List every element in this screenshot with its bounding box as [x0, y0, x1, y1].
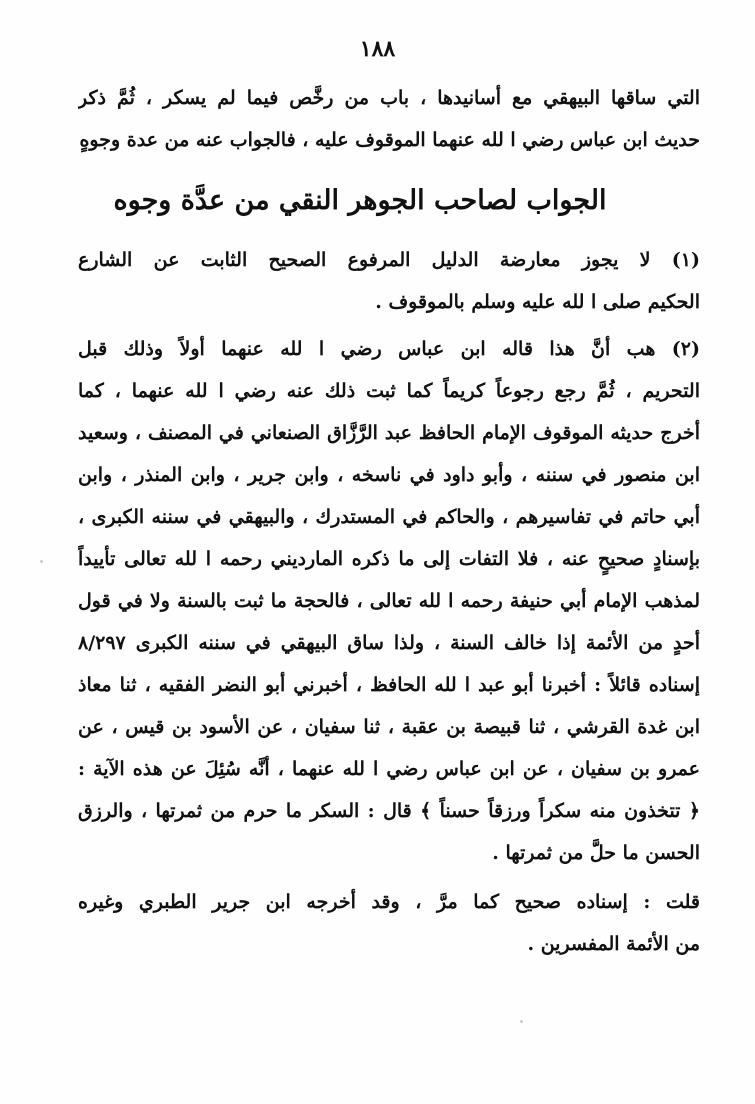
paragraph-1 — [78, 239, 700, 323]
text-line: الحسن ما حلَّ من ثمرتها . — [492, 842, 700, 864]
text-line: (١) لا يجوز معارضة الدليل المرفوع الصحيح الثابت عن الشارع — [78, 249, 700, 271]
paragraph-2 — [78, 328, 700, 874]
text-line: ابن غدة القرشي ، ثنا قبيصة بن عقبة ، ثنا سفيان ، عن الأسود بن قيس ، عن — [78, 716, 700, 738]
text-line: أحدٍ من الأئمة إذا خالف السنة ، ولذا ساق البيهقي في سننه الكبرى ٨/٢٩٧ — [78, 632, 700, 654]
text-line: لمذهب الإمام أبي حنيفة رحمه ا لله تعالى ، فالحجة ما ثبت بالسنة ولا في قول — [78, 590, 700, 612]
section-heading: الجواب لصاحب الجوهر النقي من عدَّة وجوه — [113, 185, 607, 216]
text-line: أبي حاتم في تفاسيرهم ، والحاكم في المستدرك ، والبيهقي في سننه الكبرى ، — [78, 506, 700, 528]
scan-speck — [520, 1020, 523, 1023]
scan-speck — [40, 560, 43, 563]
text-line: (٢) هب أنَّ هذا قاله ابن عباس رضي ا لله عنهما أولاً وذلك قبل — [78, 338, 700, 360]
text-line: التحريم ، ثُمَّ رجع رجوعاً كريماً كما ثبت ذلك عنه رضي ا لله عنهما ، كما — [78, 380, 700, 402]
text-line: الحكيم صلى ا لله عليه وسلم بالموقوف . — [375, 291, 700, 313]
text-line: حديث ابن عباس رضي ا لله عنهما الموقوف عليه ، فالجواب عنه من عدة وجوهٍ — [79, 129, 700, 151]
text-line: قلت : إسناده صحيح كما مرَّ ، وقد أخرجه ابن جرير الطبري وغيره — [78, 891, 700, 913]
intro-paragraph — [78, 77, 700, 161]
text-line: ﴿ تتخذون منه سكراً ورزقاً حسناً ﴾ قال : السكر ما حرم من ثمرتها ، والرزق — [78, 800, 700, 822]
text-line: إسناده قائلاً : أخبرنا أبو عبد ا لله الحافظ ، أخبرني أبو النضر الفقيه ، ثنا معاذ — [78, 674, 700, 696]
text-line: ابن منصور في سننه ، وأبو داود في ناسخه ، وابن جرير ، وابن المنذر ، وابن — [78, 464, 700, 486]
text-line: التي ساقها البيهقي مع أسانيدها ، باب من رخَّص فيما لم يسكر ، ثُمَّ ذكر — [78, 87, 700, 109]
text-line: أخرج حديثه الموقوف الإمام الحافظ عبد الرَّزَّاق الصنعاني في المصنف ، وسعيد — [78, 422, 700, 444]
text-line: من الأئمة المفسرين . — [527, 933, 700, 955]
text-line: عمرو بن سفيان ، عن ابن عباس رضي ا لله عنهما ، أنَّه سُئِلَ عن هذه الآية : — [78, 758, 700, 780]
note-paragraph — [78, 881, 700, 965]
page-number: ١٨٨ — [359, 36, 396, 62]
text-line: بإسنادٍ صحيحٍ عنه ، فلا التفات إلى ما ذكره المارديني رحمه ا لله تعالى تأييداً — [78, 548, 700, 570]
